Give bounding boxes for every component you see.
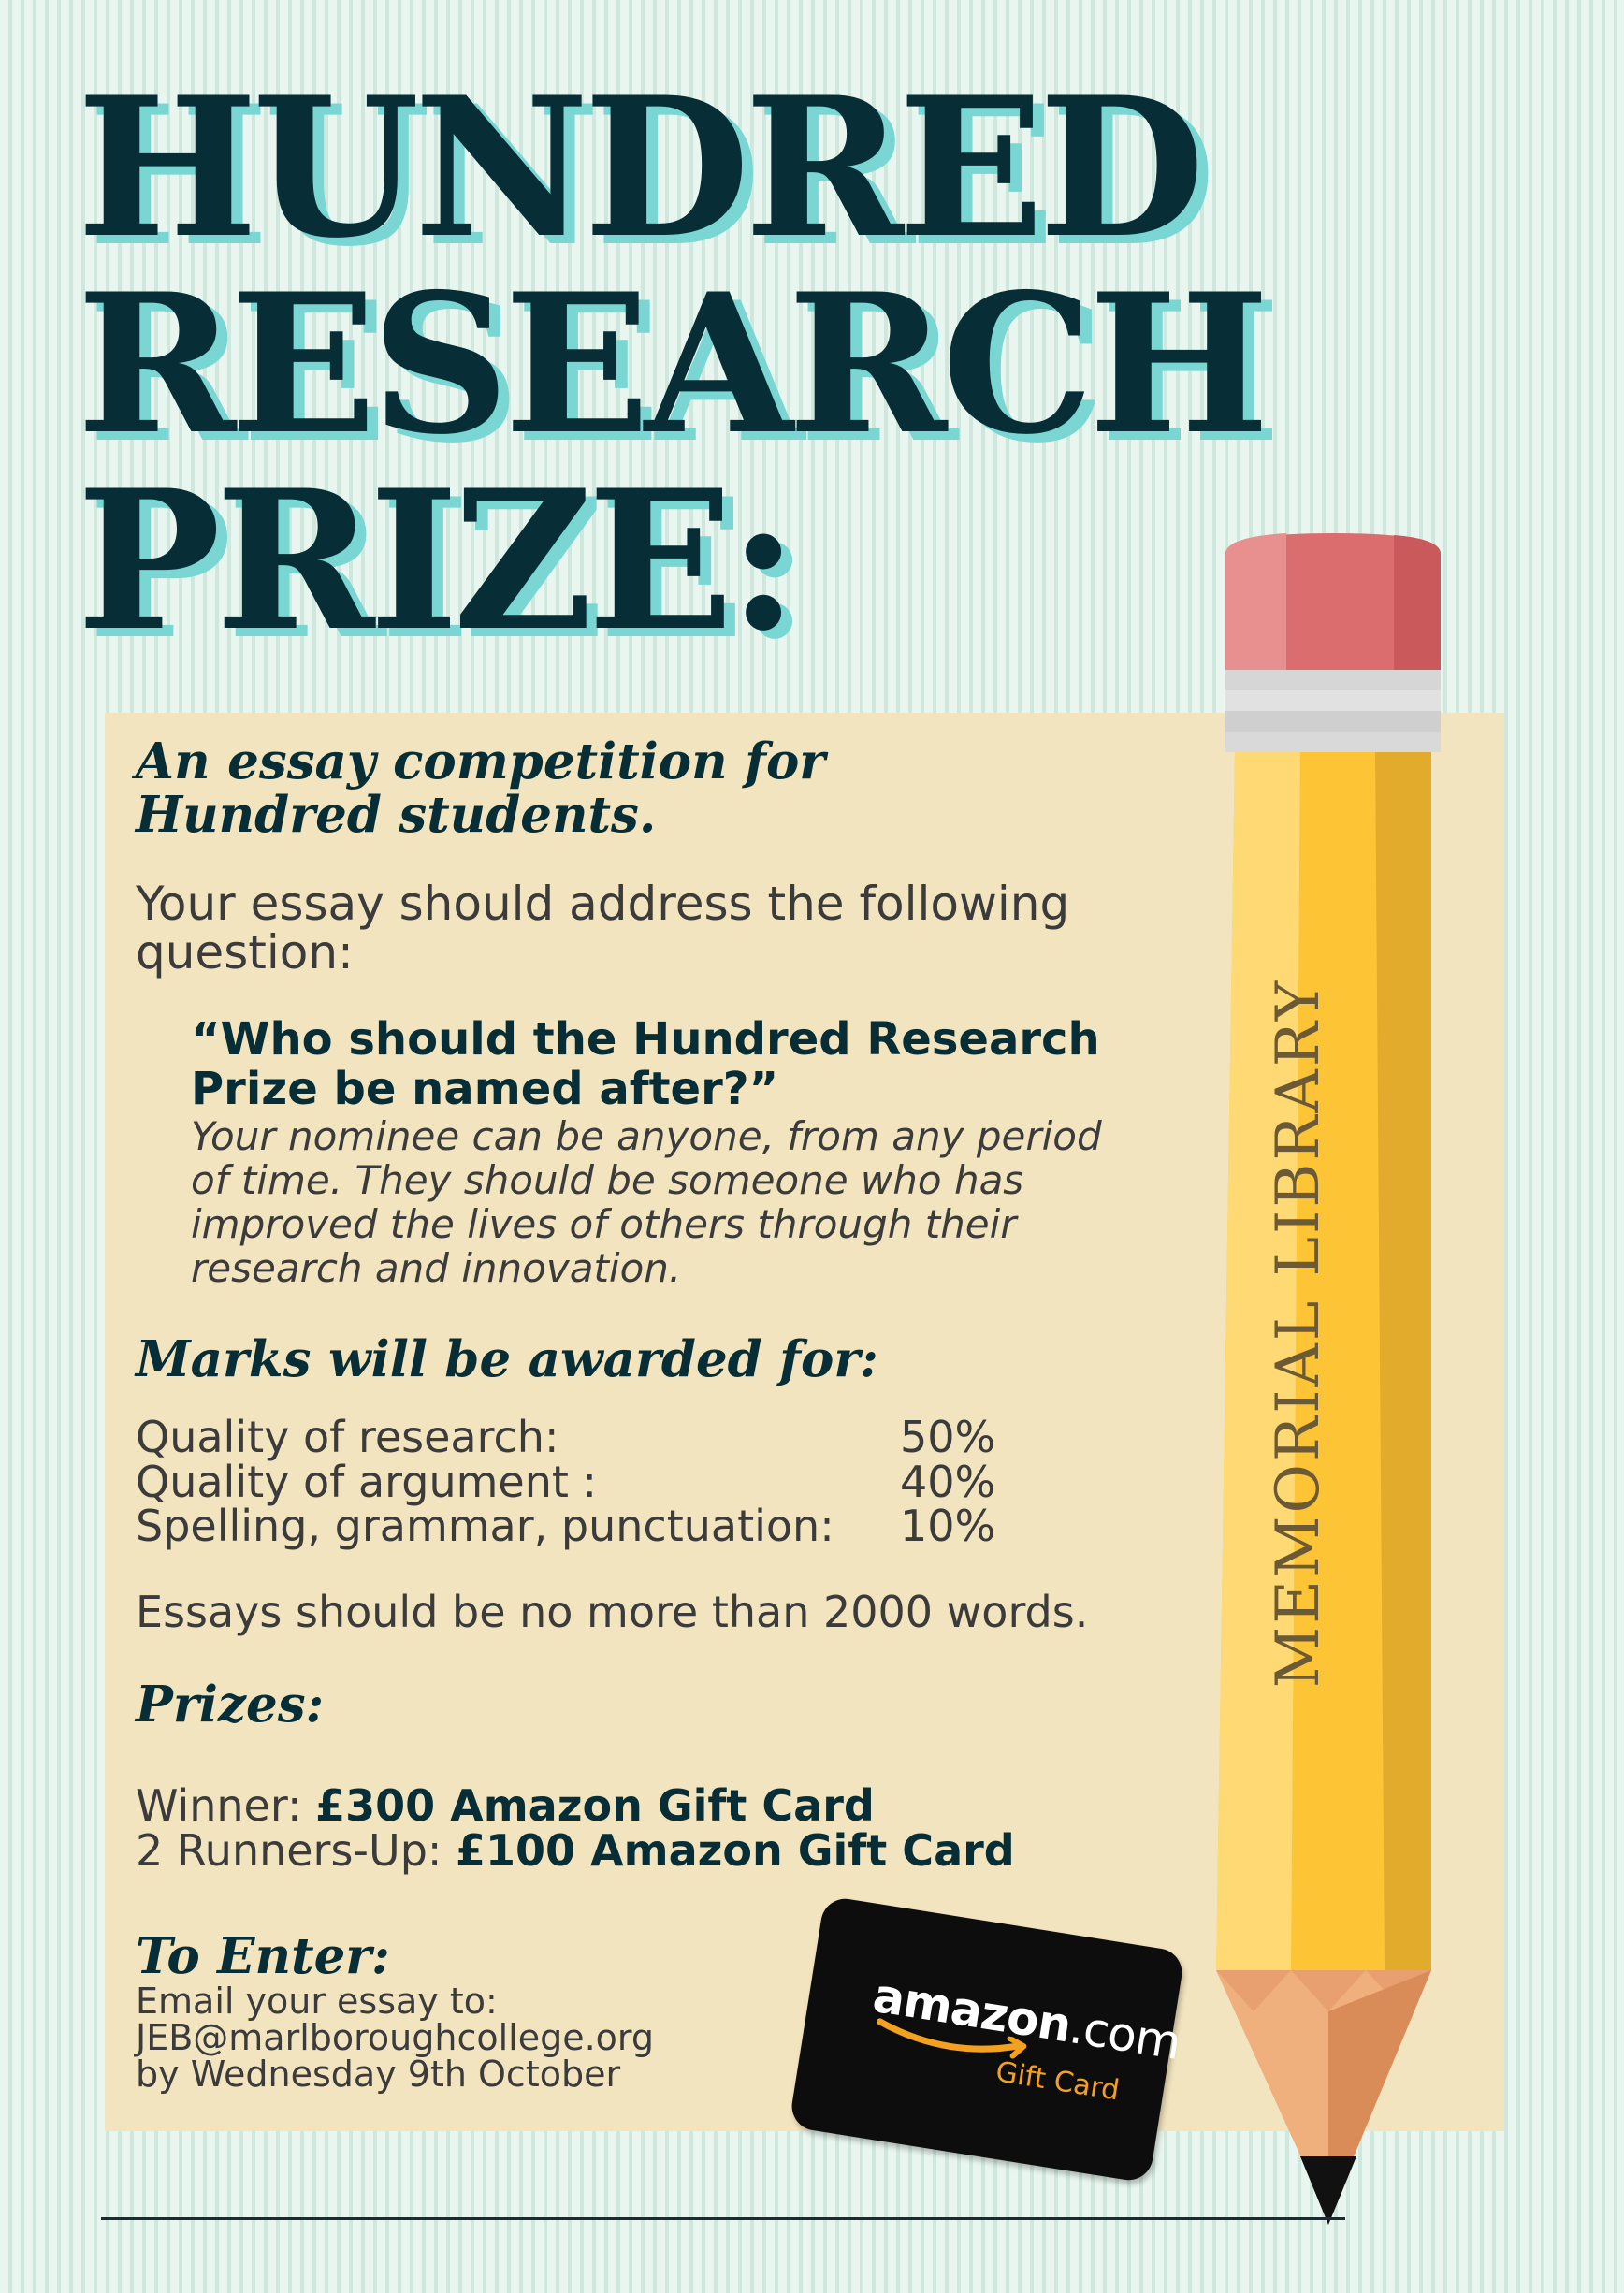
marks-row-percent: 40% [900, 1457, 996, 1507]
title-line-2: RESEARCH [77, 253, 1265, 477]
title-line-1: HUNDRED [77, 56, 1200, 281]
prompt-line-2: question: [136, 925, 354, 980]
question-line-2: Prize be named after?” [191, 1063, 779, 1115]
enter-email: JEB@marlboroughcollege.org [136, 2017, 655, 2058]
marks-row [136, 1501, 996, 1551]
title-line-3: PRIZE: [77, 449, 793, 674]
prizes-heading: Prizes: [136, 1676, 325, 1734]
question-note-line-3: improved the lives of others through their [191, 1201, 1017, 1247]
bottom-rule [101, 2217, 1345, 2220]
marks-row-label: Spelling, grammar, punctuation: [136, 1501, 834, 1551]
marks-row-percent: 10% [900, 1501, 996, 1551]
intro-heading-line-2: Hundred students. [136, 786, 657, 844]
enter-heading: To Enter: [136, 1927, 390, 1985]
prompt-line-1: Your essay should address the following [136, 877, 1070, 931]
prize-winner-label: Winner: [136, 1780, 302, 1831]
intro-heading-line-1: An essay competition for [136, 733, 826, 791]
marks-row-label: Quality of research: [136, 1412, 559, 1462]
gift-card-subtitle: Gift Card [993, 2055, 1122, 2108]
question-note-line-1: Your nominee can be anyone, from any period [191, 1113, 1102, 1159]
enter-line-1: Email your essay to: [136, 1981, 498, 2022]
prize-runners-value: £100 Amazon Gift Card [456, 1825, 1015, 1876]
enter-deadline: by Wednesday 9th October [136, 2054, 621, 2095]
marks-row [136, 1457, 996, 1507]
prize-winner [136, 1780, 875, 1831]
prize-winner-value: £300 Amazon Gift Card [315, 1780, 875, 1831]
prize-runners-label: 2 Runners-Up: [136, 1825, 442, 1876]
amazon-logo-text: amazon [869, 1967, 1075, 2054]
marks-row [136, 1412, 996, 1462]
question-note-line-4: research and innovation. [191, 1245, 682, 1291]
marks-row-label: Quality of argument : [136, 1457, 598, 1507]
amazon-logo-suffix: .com [1066, 1999, 1184, 2070]
marks-row-percent: 50% [900, 1412, 996, 1462]
pencil-label: MEMORIAL LIBRARY [1264, 978, 1333, 1689]
word-limit: Essays should be no more than 2000 words. [136, 1587, 1089, 1637]
marks-heading: Marks will be awarded for: [136, 1330, 878, 1388]
prize-runners-up [136, 1825, 1015, 1876]
question-note-line-2: of time. They should be someone who has [191, 1157, 1024, 1203]
question-line-1: “Who should the Hundred Research [191, 1013, 1100, 1066]
